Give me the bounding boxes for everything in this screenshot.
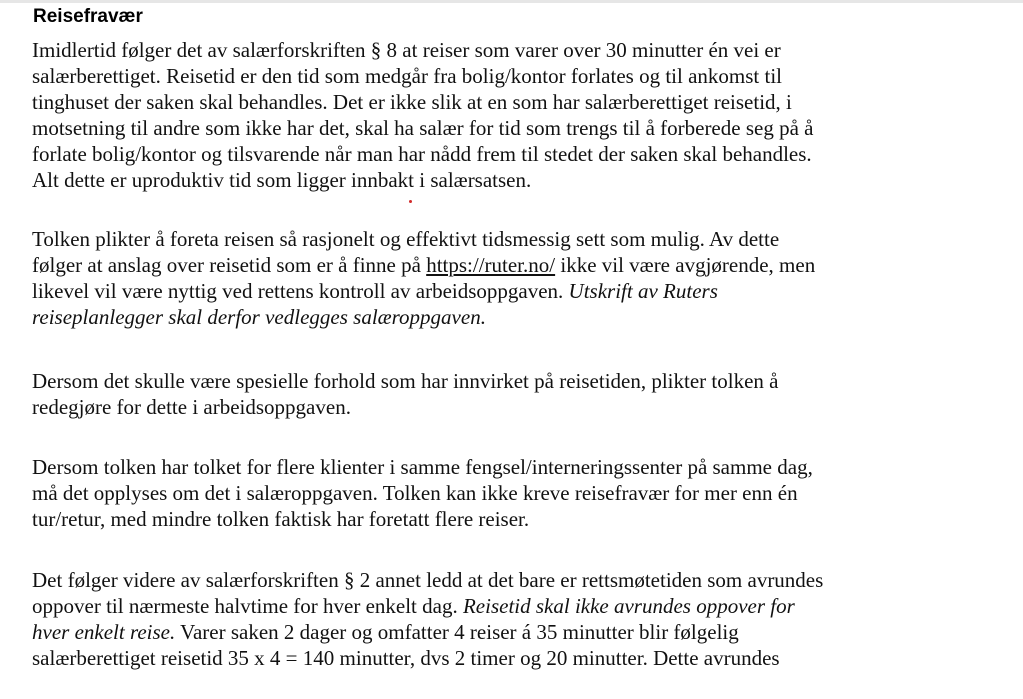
paragraph-1-line-6: Alt dette er uproduktiv tid som ligger innbakt i salærsatsen. [32, 168, 532, 192]
paragraph-2-line-3-normal: likevel vil være nyttig ved rettens kontroll av arbeidsoppgaven. [32, 279, 569, 303]
paragraph-2-line-4: reiseplanlegger skal derfor vedlegges salæroppgaven. [32, 305, 486, 329]
paragraph-5-line-3-italic: hver enkelt reise. [32, 620, 176, 644]
paragraph-2-line-3-italic: Utskrift av Ruters [568, 279, 718, 303]
paragraph-1-line-4: motsetning til andre som ikke har det, skal ha salær for tid som trengs til å forberede seg på å [32, 116, 814, 140]
paragraph-1-line-2: salærberettiget. Reisetid er den tid som medgår fra bolig/kontor forlates og til ankomst til [32, 64, 783, 88]
paragraph-5-line-2-italic: Reisetid skal ikke avrundes oppover for [462, 594, 795, 618]
paragraph-1-line-1: Imidlertid følger det av salærforskriften § 8 at reiser som varer over 30 minutter én vei er [32, 38, 781, 62]
paragraph-1-line-3: tinghuset der saken skal behandles. Det er ikke slik at en som har salærberettiget reisetid, i [32, 90, 792, 114]
spellcheck-marker [409, 200, 412, 203]
ruter-link[interactable]: https://ruter.no/ [426, 253, 556, 277]
paragraph-3-line-2: redegjøre for dette i arbeidsoppgaven. [32, 395, 351, 419]
section-heading: Reisefravær [33, 6, 143, 27]
paragraph-5-line-1: Det følger videre av salærforskriften § 2 annet ledd at det bare er rettsmøtetiden som avrundes [32, 568, 824, 592]
paragraph-5-line-2-normal: oppover til nærmeste halvtime for hver enkelt dag. [32, 594, 463, 618]
paragraph-3-line-1: Dersom det skulle være spesielle forhold som har innvirket på reisetiden, plikter tolken å [32, 369, 779, 393]
paragraph-2-line-1: Tolken plikter å foreta reisen så rasjonelt og effektivt tidsmessig sett som mulig. Av dette [32, 227, 780, 251]
paragraph-4-line-2: må det opplyses om det i salæroppgaven. Tolken kan ikke kreve reisefravær for mer enn én [32, 481, 798, 505]
paragraph-4-line-3: tur/retur, med mindre tolken faktisk har foretatt flere reiser. [32, 507, 530, 531]
paragraph-2-line-2-text-after: ikke vil være avgjørende, men [555, 253, 816, 277]
paragraph-5-line-3-normal: Varer saken 2 dager og omfatter 4 reiser á 35 minutter blir følgelig [175, 620, 739, 644]
paragraph-2-line-3 [32, 278, 718, 304]
paragraph-2-line-2-text-before: følger at anslag over reisetid som er å finne på [32, 253, 427, 277]
paragraph-5-line-2 [32, 593, 795, 619]
paragraph-5-line-3 [32, 619, 739, 645]
paragraph-1-line-5: forlate bolig/kontor og tilsvarende når man har nådd frem til stedet der saken skal behandles. [32, 142, 812, 166]
paragraph-2-line-2 [32, 252, 815, 278]
paragraph-5-line-4: salærberettiget reisetid 35 x 4 = 140 minutter, dvs 2 timer og 20 minutter. Dette avrundes [32, 646, 780, 670]
paragraph-4-line-1: Dersom tolken har tolket for flere klienter i samme fengsel/interneringssenter på samme dag, [32, 455, 813, 479]
